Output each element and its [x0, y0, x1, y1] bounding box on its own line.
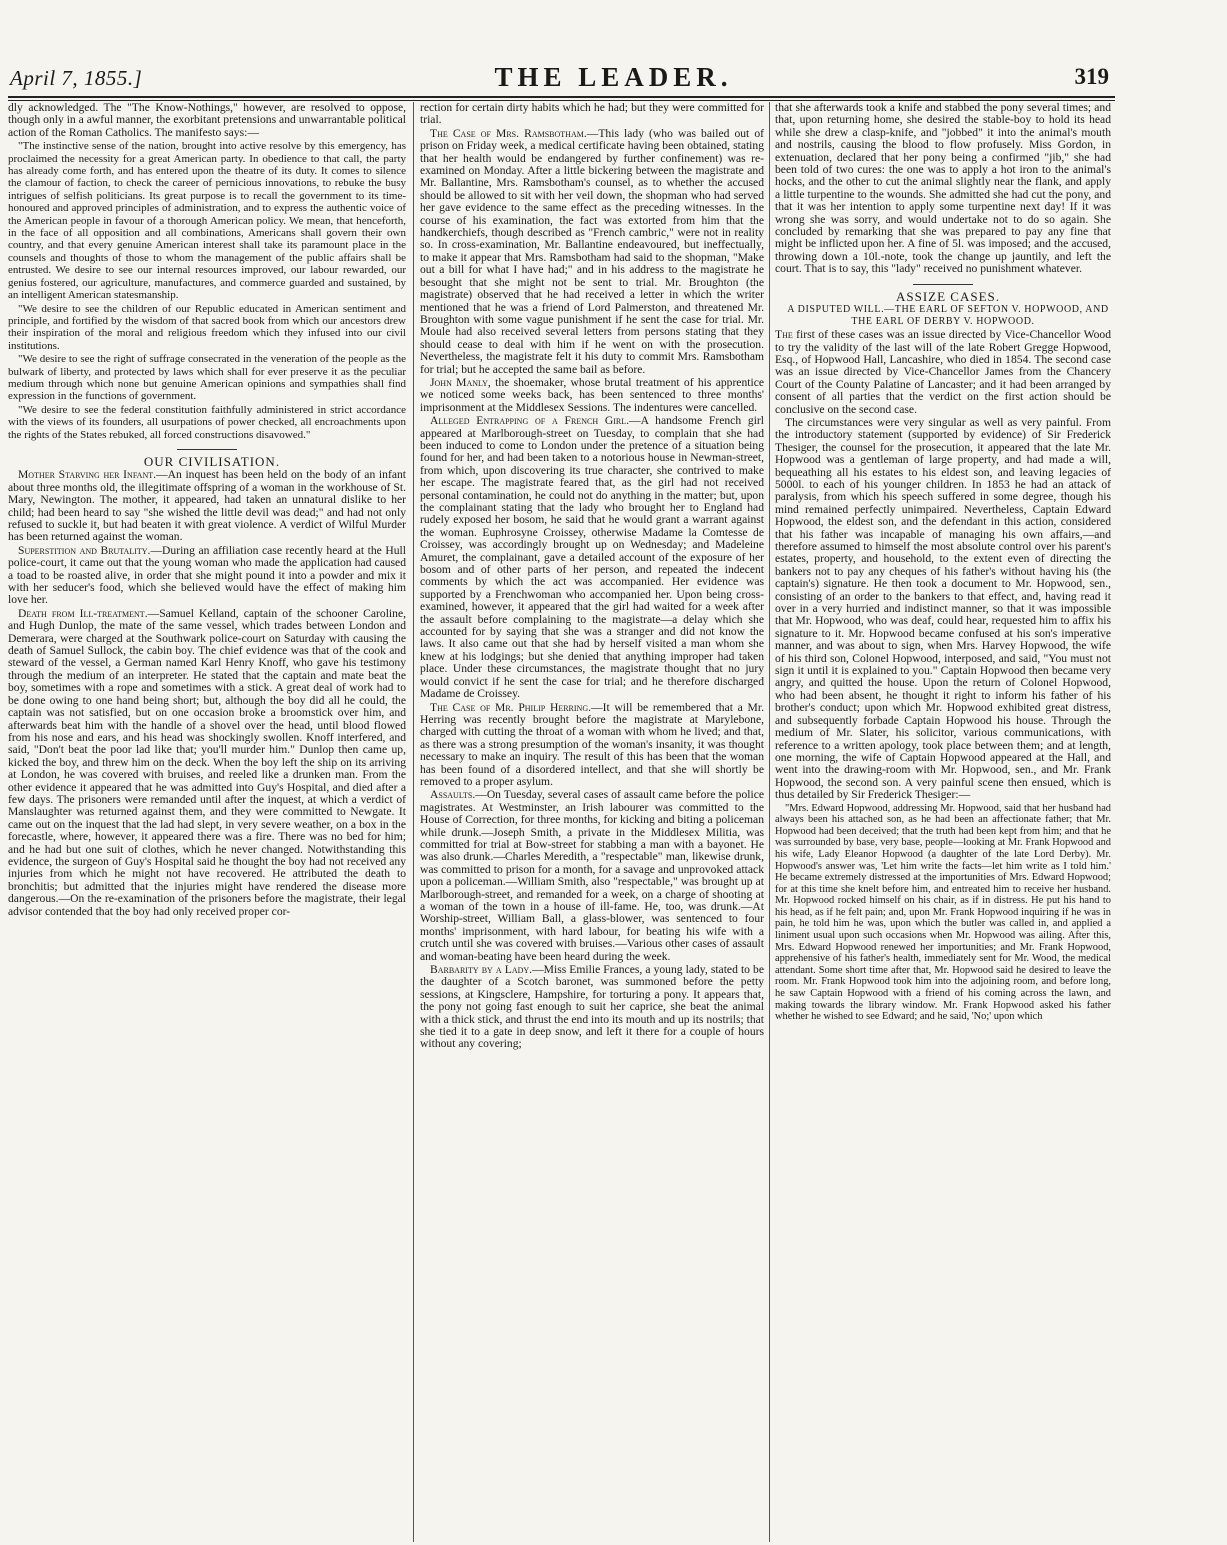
- item-body: —This lady (who was bailed out of prison on Friday week, a medical certificate having been obtained, stating that her health would be endangered by further confinement) was re-examined on Monday. After a little bickering between the magistrate and Mr. Ballantine, Mrs. Ramsbotham's counsel, as to whether the accused should be allowed to sit with her veil down, the shopman who had served her gave evidence to the same effect as the preceding witnesses. In the course of his examination, the fact was extorted from him that the handkerchiefs, though described as "French cambric," were not in reality so. In cross-examination, Mr. Ballantine endeavoured, but ineffectually, to make it appear that Mrs. Ramsbotham had said to the shopman, "Make out a bill for what I have had;" and in his address to the magistrate he besought that she might not be sent to trial. Mr. Broughton (the magistrate) observed that he had received a letter in which the writer mentioned that he was a friend of Lord Palmerston, and threatened Mr. Broughton with some vague punishment if he sent the case for trial. Mr. Moule had also received several letters from persons stating that they should cease to deal with him if he went on with the prosecution. Nevertheless, the magistrate felt it his duty to commit Mrs. Ramsbotham for trial; but he accepted the same bail as before.: [420, 126, 764, 376]
- column-1: [8, 102, 406, 1542]
- item-lead: The Case of Mr. Philip Herring.: [430, 700, 591, 714]
- quote-paragraph: "The instinctive sense of the nation, brought into active resolve by this emergency, has proclaimed the necessity for a great American party. In obedience to that call, the party has already come forth, and has entered upon the theatre of its duty. It comes to silence the clamour of faction, to check the career of pernicious innovations, to rebuke the busy intrigues of selfish politicians. Its great purpose is to recall the government to its time-honoured and approved principles of administration, and to express the authentic voice of the American people in favour of a thorough American policy. We mean, that henceforth, in the face of all opposition and all combinations, Americans shall govern their own country, and that every genuine American interest shall take its paramount place in the counsels and thoughts of those to whom the management of the public affairs shall be entrusted. We desire to see our internal resources improved, our labour rewarded, our genius fostered, our agriculture, manufactures, and commerce guarded and sustained, by an intelligent American statesmanship.: [8, 140, 406, 302]
- newspaper-title: THE LEADER.: [494, 62, 733, 92]
- quote-paragraph: "We desire to see the federal constitution faithfully administered in strict accordance with the views of its founders, all usurpations of power checked, all encroachments upon the rights of the States rebuked, all forced constructions disavowed.": [8, 403, 406, 441]
- item-lead: Death from Ill-treatment.: [18, 606, 148, 620]
- item-body: —An inquest has been held on the body of an infant about three months old, the illegitimate offspring of a woman in the workhouse of St. Mary, Newington. The mother, it appeared, had taken an unnatural dislike to her child; had been heard to say "she wished the little devil was dead;" and had not only refused to suckle it, but had beaten it with great violence. A verdict of Wilful Murder has been returned against the woman.: [8, 468, 406, 544]
- section-heading: ASSIZE CASES.: [895, 288, 1001, 304]
- item-body: —Samuel Kelland, captain of the schooner Caroline, and Hugh Dunlop, the mate of the same vessel, which trades between London and Demerara, were charged at the Southwark police-court on Saturday with causing the death of Samuel Sullock, the cabin boy. The chief evidence was that of the cook and steward of the vessel, a German named Karl Henry Knoff, who gave his testimony through the medium of an interpreter. He stated that the captain and mate beat the boy, sometimes with a rope and sometimes with a stick. A great deal of work had to be done owing to one hand being short; but, although the boy did all he could, the captain was not satisfied, but on one occasion broke a broomstick over him, and afterwards beat him with the handle of a shovel over the head, until blood flowed from his nose and ears, and his head was shockingly swollen. Knoff interfered, and said, "Don't beat the poor lad like that; you'll murder him." Dunlop then came up, kicked the boy, and threw him on the deck. When the boy left the ship on its arriving at London, he was covered with bruises, and reeled like a drunken man. From the other evidence it appeared that he was admitted into Guy's Hospital, and died after a few days. The prisoners were remanded until after the inquest, at which a verdict of Manslaughter was returned against them, and they were committed to Newgate. It came out on the inquest that the lad had slept, in very severe weather, on a box in the forecastle, where, however, it appeared there was a fire. There was no bed for him; and he had but one suit of clothes, which he never changed. Notwithstanding this evidence, the surgeon of Guy's Hospital said he thought the boy had not received any injuries from which he might not have recovered. He attributed the death to bronchitis; but admitted that the injuries might have rendered the disease more dangerous.—On the re-examination of the prisoners before the magistrate, their legal advisor contended that the boy had only received proper cor-: [8, 606, 406, 918]
- column-2: [420, 102, 764, 1542]
- column-3: [775, 102, 1111, 1542]
- news-item: [420, 128, 764, 376]
- quote-paragraph: "We desire to see the children of our Republic educated in American sentiment and principle, and fortified by the wisdom of that sacred book from which our ancestors drew their inspiration of the moral and religious freedom which they infused into our civil institutions.: [8, 302, 406, 352]
- news-item: [8, 608, 406, 918]
- item-body: —A handsome French girl appeared at Marlborough-street on Tuesday, to complain that she had been induced to come to London under the pretence of a situation being found for her, and had been taken to a notorious house in Newman-street, from which, upon discovering its true character, she contrived to make her escape. The magistrate feared that, as the girl had not received personal contamination, he could not do anything in the matter; but, upon the complainant stating that the lady who brought her to England had rudely exposed her bosom, he said that he would grant a warrant against the woman. Euphrosyne Croissey, otherwise Madame la Comtesse de Croissey, was accordingly brought up on Wednesday; and Madeleine Amuret, the complainant, gave a detailed account of the exposure of her bosom and of other parts of her person, and repeated the indecent comments by which the act was accompanied. Her evidence was supported by a Frenchwoman who accompanied her. Upon being cross-examined, however, it appeared that the girl had waited for a week after the assault before complaining to the magistrate—a delay which she accounted for by saying that she was a stranger and did not know the laws. It also came out that she had by herself visited a man whom she knew at his lodgings; but she denied that anything improper had taken place. Under these circumstances, the magistrate thought that no jury would convict if he sent the case for trial; and he therefore discharged Madame de Croissey.: [420, 414, 764, 701]
- masthead-rule: [8, 96, 1115, 101]
- section-rule: [177, 449, 237, 450]
- news-item: [420, 377, 764, 414]
- news-item: [8, 545, 406, 607]
- news-item: [420, 964, 764, 1051]
- news-item: [420, 415, 764, 700]
- column-divider: [413, 102, 414, 1542]
- article-intro: dly acknowledged. The "The Know-Nothings," however, are resolved to oppose, though only in a awful manner, the exorbitant pretensions and unwarrantable political action of the Roman Catholics. The manifesto says:—: [8, 102, 406, 139]
- item-lead: Assaults.: [430, 788, 476, 802]
- news-item: [420, 789, 764, 963]
- masthead: [0, 0, 1227, 96]
- news-item: [8, 469, 406, 543]
- item-body: —Miss Emilie Frances, a young lady, stated to be the daughter of a Scotch baronet, was summoned before the petty sessions, at Kingsclere, Hampshire, for torturing a pony. It appears that, the pony not going fast enough to suit her caprice, she beat the animal with a thick stick, and thrust the end into its mouth and up its nostrils; that she tied it to a gate in deep snow, and left it there for a couple of hours without any covering;: [420, 963, 764, 1051]
- item-body: —On Tuesday, several cases of assault came before the police magistrates. At Westminster, an Irish labourer was committed to the House of Correction, for three months, for kicking and biting a policeman while drunk.—Joseph Smith, a private in the Middlesex Militia, was committed for trial at Bow-street for stabbing a man with a bayonet. He was also drunk.—Charles Meredith, a "respectable" man, likewise drunk, was committed to prison for a month, for a savage and unprovoked attack upon a policeman.—William Smith, also "respectable," was brought up at Marlborough-street, and remanded for a week, on a charge of shooting at a woman of the town in a house of ill-fame. He, too, was drunk.—At Worship-street, William Ball, a glass-blower, was sentenced to four months' imprisonment, with hard labour, for beating his wife with a crutch until she was covered with bruises.—Various other cases of assault and woman-beating have been heard during the week.: [420, 788, 764, 963]
- item-lead: The Case of Mrs. Ramsbotham.: [430, 126, 587, 140]
- section-rule: [913, 284, 973, 285]
- news-item: [420, 702, 764, 789]
- item-lead: Barbarity by a Lady.: [430, 963, 533, 977]
- item-lead: Alleged Entrapping of a French Girl.: [430, 414, 630, 428]
- news-item: [775, 329, 1111, 416]
- item-lead: John Manly,: [430, 375, 491, 389]
- item-body: —During an affiliation case recently heard at the Hull police-court, it came out that the young woman who made the application had caused a toad to be roasted alive, in order that she might pound it into a powder and mix it with her seducer's food, which she believed would have the effect of making him love her.: [8, 543, 406, 607]
- quote-paragraph: "Mrs. Edward Hopwood, addressing Mr. Hopwood, said that her husband had always been his attached son, as he had been an affectionate father; that Mr. Hopwood had been deceived; that the truth had been kept from him; and that he was surrounded by base, very base, people—looking at Mr. Frank Hopwood and his wife, Lady Eleanor Hopwood (a daughter of the late Lord Derby). Mr. Hopwood's answer was, 'Let him write the facts—let him write as I told him.' He became extremely distressed at the importunities of Mrs. Edward Hopwood; for at this time she knelt before him, and entreated him to receive her husband. Mr. Hopwood rocked himself on his chair, as if in distress. He put his hand to his head, as if he felt pain; and, upon Mr. Frank Hopwood inquiring if he was in pain, he told him he was, upon which the butler was called in, and applied a liniment usual upon such occasions when Mr. Hopwood was ailing. After this, Mrs. Edward Hopwood renewed her importunities; and Mr. Frank Hopwood, apprehensive of his father's health, immediately sent for Mr. Wood, the medical attendant. Some short time after that, Mr. Hopwood said he desired to leave the room. Mr. Frank Hopwood took him into the adjoining room, and before long, he saw Captain Hopwood with a friend of his coming across the lawn, and making towards the library window. Mr. Frank Hopwood asked his father whether he wished to see Edward; and he said, 'No;' upon which: [775, 802, 1111, 1023]
- column-divider: [769, 102, 770, 1542]
- issue-date: April 7, 1855.]: [10, 66, 143, 90]
- item-lead: The: [775, 328, 793, 342]
- page-number: 319: [1074, 64, 1109, 89]
- section-heading: OUR CIVILISATION.: [143, 453, 281, 469]
- news-item: The circumstances were very singular as well as very painful. From the introductory statement (supported by evidence) of Sir Frederick Thesiger, the counsel for the prosecution, it appeared that the late Mr. Hopwood was a gentleman of large property, and had made a will, bequeathing all his estates to his eldest son, and leaving legacies of 5000l. to each of his younger children. In 1853 he had an attack of paralysis, from which his speech suffered in some degree, though his mind remained perfectly unimpaired. Nevertheless, Captain Edward Hopwood, the eldest son, and the defendant in this action, considered that his father was incapable of managing his own affairs,—and therefore assumed to himself the most absolute control over his parent's estates, property, and household, to the extent even of directing the bankers not to pay any cheques of his father's without having his (the captain's) signature. He then took a document to Mr. Hopwood, sen., consisting of an order to the bankers to that effect, and, having read it over in a very hurried and indistinct manner, so that it was impossible that Mr. Hopwood, who was deaf, could hear, requested him to affix his signature to it. Mr. Hopwood became confused at his son's imperative manner, and was about to sign, when Mrs. Harvey Hopwood, the wife of his third son, Colonel Hopwood, interposed, and said, "You must not sign it until it is explained to you." Captain Hopwood then became very angry, and quitted the house. Upon the return of Colonel Hopwood, who had been absent, he thought it right to inform his father of his brother's conduct; upon which Mr. Hopwood exhibited great distress, and subsequently forbade Captain Hopwood his house. Through the medium of Mr. Slater, his solicitor, various communications, with reference to a written apology, took place between them; and at length, one morning, the wife of Captain Hopwood appeared at the Hall, and went into the drawing-room with Mr. Hopwood, sen., and Mr. Frank Hopwood, the second son. A very painful scene then ensued, which is thus detailed by Sir Frederick Thesiger:—: [775, 415, 1111, 802]
- quote-paragraph: "We desire to see the right of suffrage consecrated in the veneration of the people as the bulwark of liberty, and protected by laws which shall for ever preserve it as the peculiar medium through which none but genuine American opinions and sympathies shall find expression in the functions of government.: [8, 353, 406, 403]
- continued-text: rection for certain dirty habits which he had; but they were committed for trial.: [420, 102, 764, 127]
- item-body: first of these cases was an issue directed by Vice-Chancellor Wood to try the validity of the last will of the late Robert Gregge Hopwood, Esq., of Hopwood Hall, Lancashire, who died in 1854. The second case was an issue directed by Vice-Chancellor James from the Chancery Court of the County Palatine of Lancaster; and it had been arranged by consent of all parties that the verdict on the first action should be conclusive on the second case.: [775, 328, 1111, 416]
- item-lead: Superstition and Brutality.: [18, 543, 151, 557]
- item-lead: Mother Starving her Infant.: [18, 468, 157, 482]
- continued-text: that she afterwards took a knife and stabbed the pony several times; and that, upon returning home, she desired the stable-boy to hold its head while she drew a clasp-knife, and "jobbed" it into the animal's mouth and nostrils, causing the blood to flow profusely. Miss Gordon, in extenuation, declared that her pony being a confirmed "jib," she had been told of two cures: the one was to apply a hot iron to the animal's hocks, and the other to cut the animal slightly near the flank, and apply a little turpentine to the wounds. She admitted she had cut the pony, and that it was her intention to apply some turpentine next day! If it was wrong she was sorry, and would undertake not to do so again. She concluded by remarking that she was prepared to pay any fine that might be inflicted upon her. A fine of 5l. was imposed; and the accused, throwing down a 10l.-note, took the change up jauntily, and left the court. That is to say, this "lady" received no punishment whatever.: [775, 102, 1111, 276]
- section-subheading: A DISPUTED WILL.—THE EARL OF SEFTON V. HOPWOOD, AND THE EARL OF DERBY V. HOPWOOD.: [787, 304, 1109, 328]
- item-body: —It will be remembered that a Mr. Herring was recently brought before the magistrate at Marylebone, charged with cutting the throat of a woman with whom he lived; and that, as there was a strong presumption of the woman's insanity, it was thought necessary to make an inquiry. The result of this has been that the woman has been found of a disordered intellect, and that she will shortly be removed to a proper asylum.: [420, 700, 764, 788]
- item-body: the shoemaker, whose brutal treatment of his apprentice we noticed some weeks back, has been sentenced to three months' imprisonment at the Middlesex Sessions. The indentures were cancelled.: [420, 375, 764, 414]
